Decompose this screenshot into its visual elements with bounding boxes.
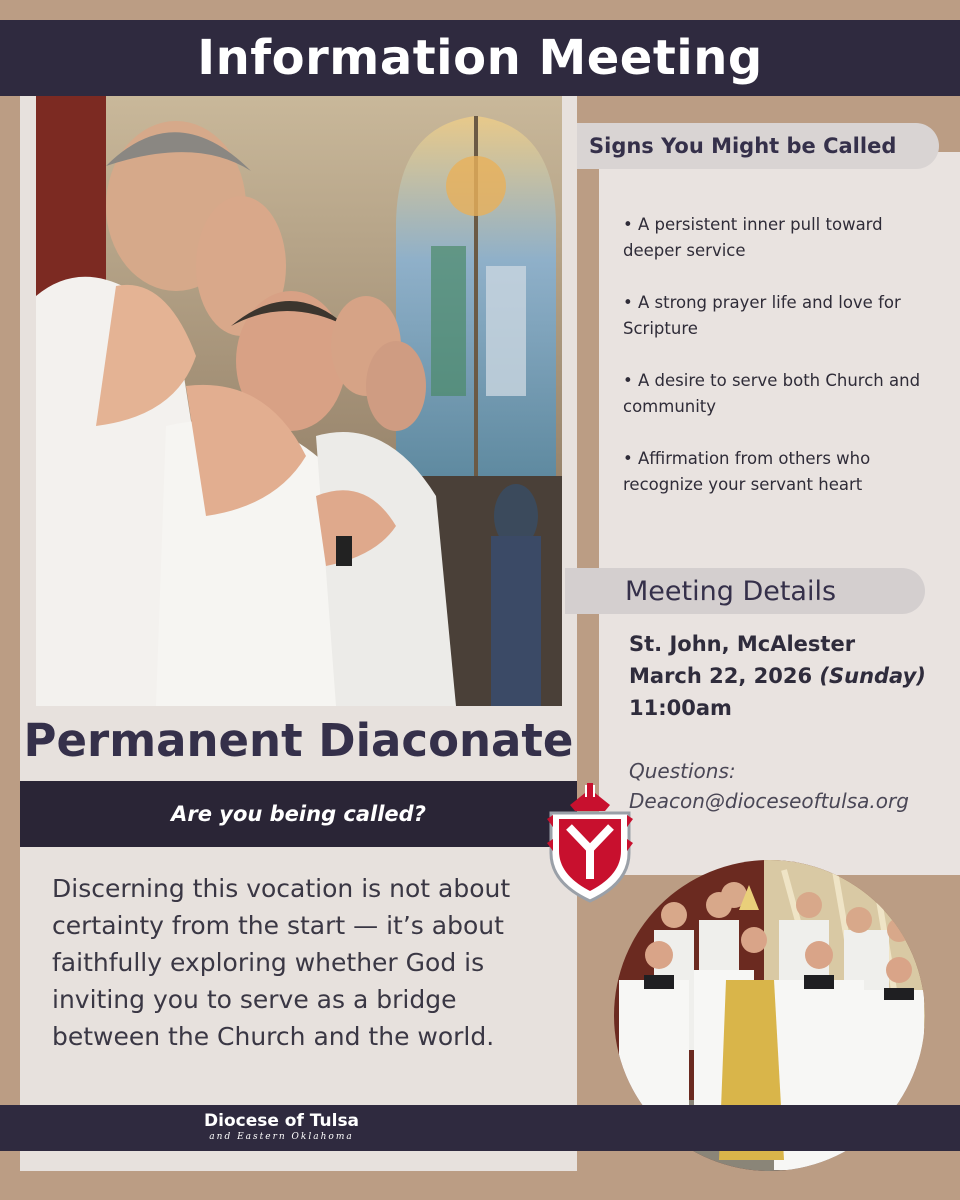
meeting-time: 11:00am: [629, 696, 732, 720]
list-item: • A strong prayer life and love for Scripture: [623, 293, 901, 338]
meeting-details-heading: Meeting Details: [565, 568, 925, 614]
meeting-details: [629, 628, 949, 724]
meeting-date: March 22, 2026: [629, 664, 813, 688]
called-banner: Are you being called?: [20, 781, 577, 847]
list-item: • A persistent inner pull toward deeper service: [623, 215, 883, 260]
meeting-date-line: [629, 660, 949, 692]
contact-email[interactable]: Deacon@dioceseoftulsa.org: [629, 789, 909, 813]
signs-list: [623, 212, 933, 524]
signs-heading: Signs You Might be Called: [577, 123, 939, 169]
list-item: • A desire to serve both Church and community: [623, 371, 921, 416]
meeting-day: (Sunday): [819, 664, 926, 688]
page-title: Information Meeting: [0, 20, 960, 96]
diocese-crest-icon: [545, 783, 635, 903]
list-item: • Affirmation from others who recognize your servant heart: [623, 449, 871, 494]
questions-label: Questions:: [629, 759, 736, 783]
footer-region: and Eastern Oklahoma: [209, 1132, 354, 1142]
questions-block: [629, 756, 959, 816]
hero-photo: [36, 96, 562, 706]
meeting-location: St. John, McAlester: [629, 632, 856, 656]
program-title: Permanent Diaconate: [23, 714, 574, 767]
diocese-logo: [204, 1111, 359, 1143]
footer-bar: [0, 1105, 960, 1151]
vocation-description: Discerning this vocation is not about certainty from the start — it’s about faithfully exploring whether God is inviting you to serve as a bridge between the Church and the world.: [52, 874, 511, 1051]
footer-org-name: Diocese of Tulsa: [204, 1111, 360, 1131]
